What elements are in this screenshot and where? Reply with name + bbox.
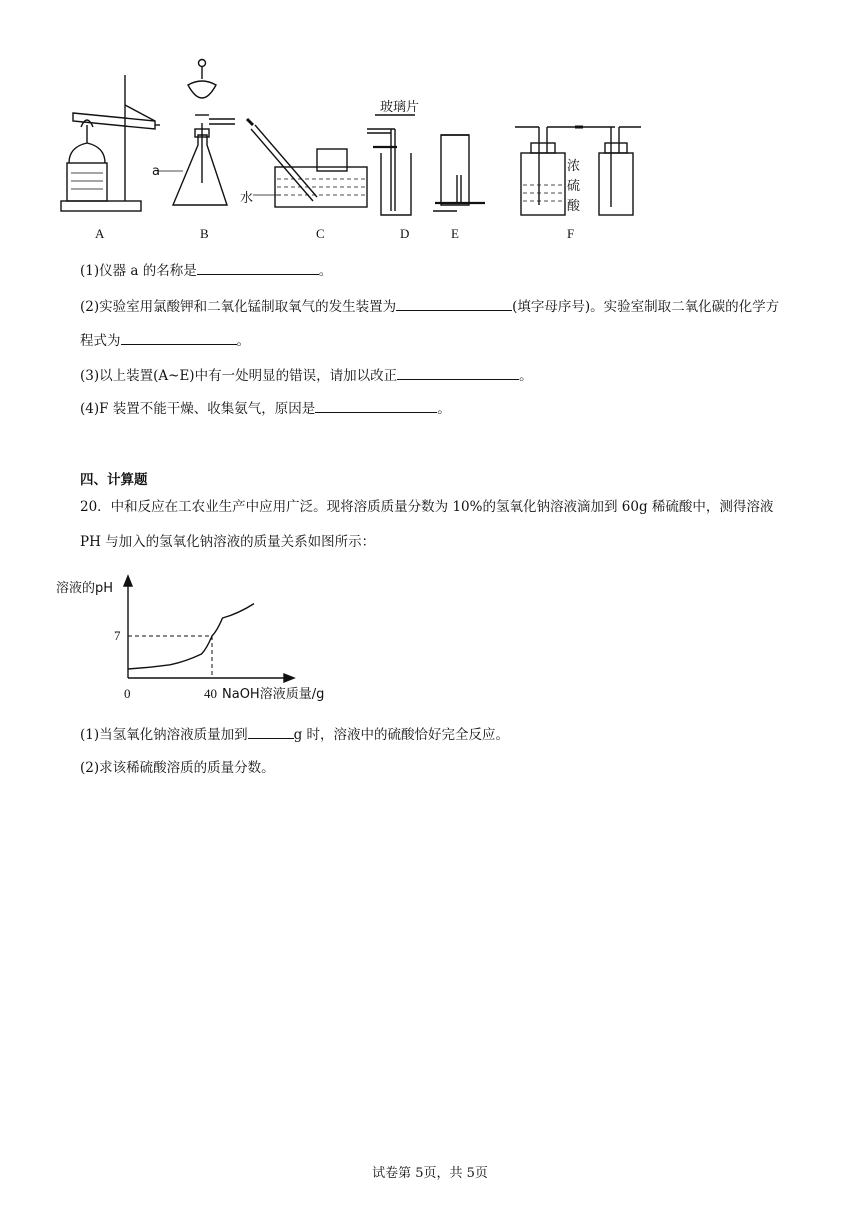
answer-blank[interactable] [396, 296, 512, 311]
q19-part3-end: 。 [519, 368, 533, 384]
acid-label-1: 浓 [567, 159, 581, 174]
q19-part2-end: 。 [236, 333, 250, 349]
q20-part1 [80, 724, 509, 745]
apparatus-a [61, 75, 160, 211]
q20-stem-2: PH 与加入的氢氧化钠溶液的质量关系如图所示： [80, 534, 376, 550]
answer-blank[interactable] [397, 365, 519, 380]
answer-blank[interactable] [197, 260, 319, 275]
origin-label: 0 [124, 686, 131, 701]
x-axis-arrow [284, 674, 294, 682]
q19-part2-cont [80, 330, 250, 351]
acid-label-3: 酸 [567, 199, 581, 214]
x-tick-label: 40 [204, 686, 217, 701]
q19-part3-text: (3)以上装置(A~E)中有一处明显的错误，请加以改正 [80, 368, 398, 384]
y-axis-label: 溶液的pH [56, 581, 114, 596]
instrument-a-label: a [152, 164, 160, 179]
q19-part3 [80, 365, 533, 386]
q20-stem-1: 20．中和反应在工农业生产中应用广泛。现将溶质质量分数为 10%的氢氧化钠溶液滴加到 60g 稀硫酸中，测得溶液 [80, 499, 774, 515]
x-axis-label: NaOH溶液质量/g [222, 687, 325, 702]
q19-part1-text: (1)仪器 a 的名称是 [80, 263, 197, 279]
glass-plate-label: 玻璃片 [380, 100, 420, 115]
answer-blank[interactable] [248, 724, 294, 739]
q20-part1-text-b: g 时，溶液中的硫酸恰好完全反应。 [293, 727, 510, 743]
q19-part4-end: 。 [437, 401, 451, 417]
acid-label-2: 硫 [567, 179, 581, 194]
apparatus-label-a-letter: A [95, 226, 105, 241]
q19-part4 [80, 398, 451, 419]
apparatus-figure [55, 55, 655, 245]
apparatus-label-b-letter: B [200, 226, 209, 241]
water-label: 水 [240, 191, 254, 206]
answer-blank[interactable] [121, 330, 237, 345]
apparatus-b [157, 60, 235, 206]
apparatus-d [367, 115, 415, 215]
q19-part2-text-c: 程式为 [80, 333, 121, 349]
apparatus-label-c-letter: C [316, 226, 325, 241]
apparatus-label-d-letter: D [400, 226, 410, 241]
apparatus-c [247, 119, 367, 207]
q19-part2-text-b: (填字母序号)。实验室制取二氧化碳的化学方 [512, 299, 780, 315]
q19-part1 [80, 260, 332, 281]
apparatus-label-f-letter: F [567, 226, 575, 241]
ph-chart [50, 570, 350, 720]
y-tick-label: 7 [114, 628, 121, 643]
q19-part1-end: 。 [318, 263, 333, 279]
q19-part4-text: (4)F 装置不能干燥、收集氨气，原因是 [80, 401, 316, 417]
apparatus-label-e-letter: E [451, 226, 459, 241]
section-title: 四、计算题 [80, 472, 148, 488]
q20-part2: (2)求该稀硫酸溶质的质量分数。 [80, 760, 275, 776]
q19-part2-text-a: (2)实验室用氯酸钾和二氧化锰制取氧气的发生装置为 [80, 299, 397, 315]
answer-blank[interactable] [315, 398, 437, 413]
y-axis-arrow [124, 576, 132, 586]
page-footer: 试卷第 5页，共 5页 [372, 1166, 488, 1181]
apparatus-e [433, 135, 485, 211]
q19-part2 [80, 296, 779, 317]
q20-part1-text-a: (1)当氢氧化钠溶液质量加到 [80, 727, 248, 743]
